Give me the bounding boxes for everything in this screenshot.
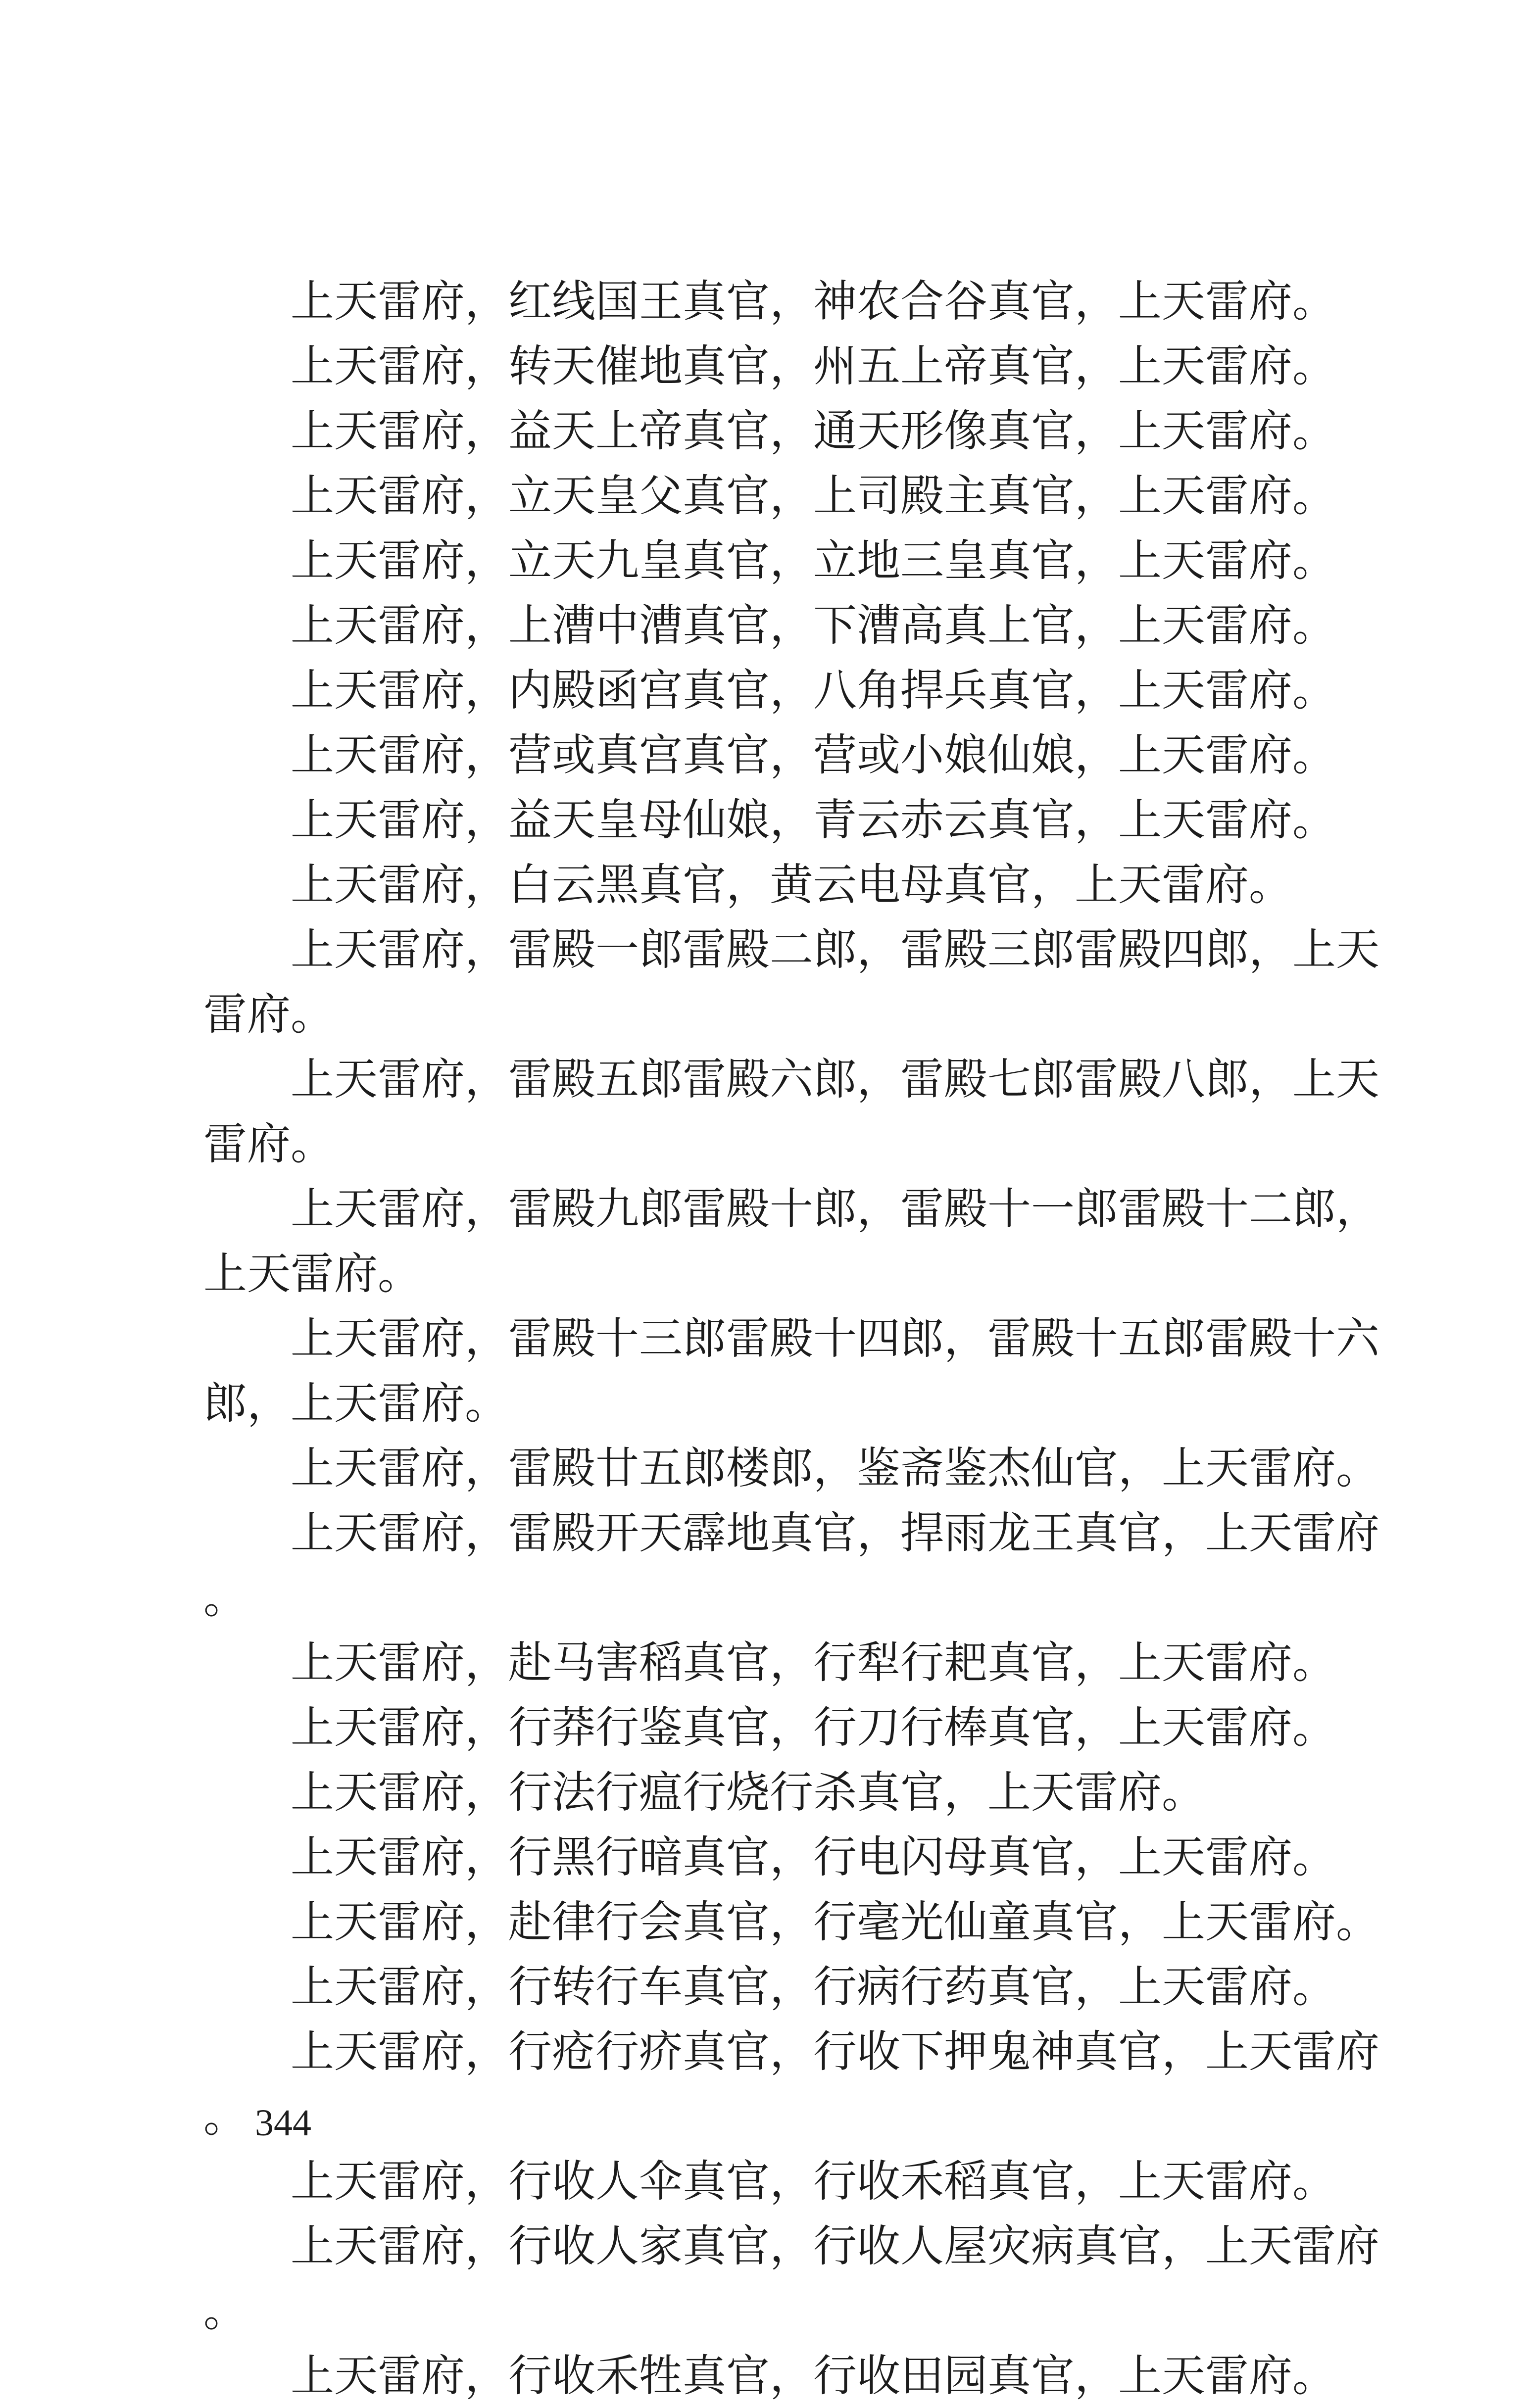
paragraph: 上天雷府，益天上帝真官，通天形像真官，上天雷府。 [291,405,1336,456]
paragraph: 上天雷府，营或真宫真官，营或小娘仙娘，上天雷府。 [291,729,1336,780]
paragraph: 上天雷府，内殿函宫真官，八角捍兵真官，上天雷府。 [291,665,1336,716]
paragraph: 上天雷府，行收禾牲真官，行收田园真官，上天雷府。 [291,2350,1336,2401]
paragraph: 上天雷府，行莽行鉴真官，行刀行棒真官，上天雷府。 [291,1702,1336,1753]
paragraph: 上天雷府，赴马害稻真官，行犁行耙真官，上天雷府。 [291,1637,1336,1688]
paragraph: 上天雷府，行收人家真官，行收人屋灾病真官，上天雷府。 [203,2220,1380,2336]
paragraph: 上天雷府，立天皇父真官，上司殿主真官，上天雷府。 [291,470,1336,521]
paragraph: 上天雷府，红线国王真官，神农合谷真官，上天雷府。 [291,276,1336,327]
paragraph: 上天雷府，雷殿五郎雷殿六郎，雷殿七郎雷殿八郎，上天雷府。 [203,1054,1380,1169]
paragraph: 上天雷府，上漕中漕真官，下漕高真上官，上天雷府。 [291,600,1336,651]
paragraph: 上天雷府，雷殿十三郎雷殿十四郎，雷殿十五郎雷殿十六郎，上天雷府。 [203,1313,1380,1429]
paragraph: 上天雷府，立天九皇真官，立地三皇真官，上天雷府。 [291,535,1336,586]
page-number: 344 [255,2102,311,2144]
paragraph: 上天雷府，雷殿开天霹地真官，捍雨龙王真官，上天雷府。 [203,1507,1380,1623]
paragraph: 上天雷府，赴律行会真官，行毫光仙童真官，上天雷府。 [291,1896,1380,1947]
paragraph: 上天雷府，行黑行暗真官，行电闪母真官，上天雷府。 [291,1831,1336,1882]
paragraph: 上天雷府，转天催地真官，州五上帝真官，上天雷府。 [291,340,1336,391]
paragraph: 上天雷府，雷殿九郎雷殿十郎，雷殿十一郎雷殿十二郎，上天雷府。 [203,1183,1380,1299]
paragraph: 上天雷府，雷殿廿五郎楼郎，鉴斋鉴杰仙官，上天雷府。 [291,1443,1380,1493]
paragraph: 上天雷府，行收人伞真官，行收禾稻真官，上天雷府。 [291,2156,1336,2207]
paragraph: 上天雷府，益天皇母仙娘，青云赤云真官，上天雷府。 [291,794,1336,845]
paragraph: 上天雷府，白云黑真官，黄云电母真官，上天雷府。 [291,859,1293,910]
paragraph: 上天雷府，行法行瘟行烧行杀真官，上天雷府。 [291,1767,1206,1818]
paragraph: 上天雷府，行转行车真官，行病行药真官，上天雷府。 [291,1961,1336,2012]
text-body [203,269,1381,2408]
paragraph: 上天雷府，行疮行疥真官，行收下押鬼神真官，上天雷府。 [203,2026,1380,2142]
paragraph: 上天雷府，雷殿一郎雷殿二郎，雷殿三郎雷殿四郎，上天雷府。 [203,924,1380,1040]
